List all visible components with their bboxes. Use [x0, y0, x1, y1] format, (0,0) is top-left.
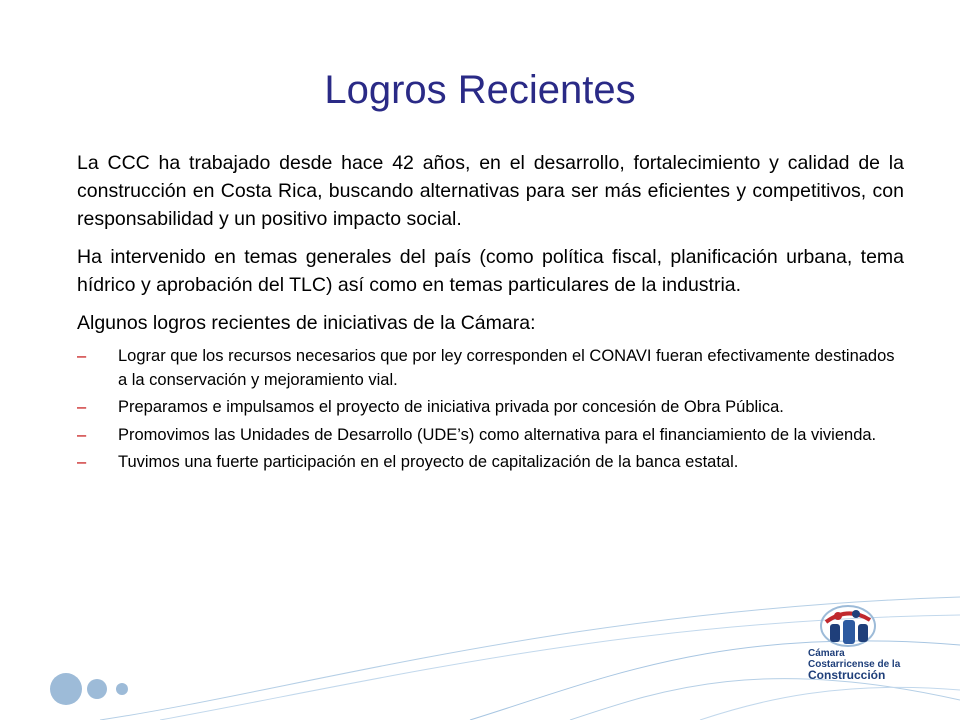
paragraph-achievements-lead: Algunos logros recientes de iniciativas de la Cámara: [77, 312, 536, 334]
list-item [77, 424, 904, 448]
bullet-text: Preparamos e impulsamos el proyecto de iniciativa privada por concesión de Obra Pública. [118, 398, 784, 416]
logo-line-1: Cámara [808, 648, 845, 659]
achievements-list [77, 345, 904, 475]
slide-body [77, 149, 904, 479]
logo-line-2: Costarricense de la [808, 659, 901, 670]
ccc-logo [798, 600, 918, 690]
bullet-text: Tuvimos una fuerte participación en el proyecto de capitalización de la banca estatal. [118, 453, 739, 471]
logo-line-3: Construcción [808, 668, 886, 682]
dot-medium [87, 679, 107, 699]
dot-small [116, 683, 128, 695]
list-item [77, 396, 904, 420]
bullet-dash: – [77, 453, 87, 471]
list-item [77, 451, 904, 475]
dot-large [50, 673, 82, 705]
paragraph-intro: La CCC ha trabajado desde hace 42 años, en el desarrollo, fortalecimiento y calidad de la construcción en Costa Rica, buscando alternativas para ser más eficientes y competitivos, con responsabilidad y un positivo impacto social. [77, 152, 904, 230]
bullet-dash: – [77, 425, 87, 444]
ccc-logo-text [808, 648, 900, 681]
bullet-dash: – [77, 347, 87, 365]
slide-title: Logros Recientes [324, 68, 636, 112]
ccc-logo-icon [818, 600, 878, 650]
list-item [77, 345, 904, 392]
bullet-text: Promovimos las Unidades de Desarrollo (UDE’s) como alternativa para el financiamiento de la vivienda. [118, 425, 877, 444]
bullet-dash: – [77, 398, 87, 416]
bullet-text: Lograr que los recursos necesarios que por ley corresponden el CONAVI fueran efectivamente destinados a la conservación y mejoramiento vial. [118, 347, 895, 389]
paragraph-topics: Ha intervenido en temas generales del país (como política fiscal, planificación urbana, tema hídrico y aprobación del TLC) así como en temas particulares de la industria. [77, 246, 904, 296]
